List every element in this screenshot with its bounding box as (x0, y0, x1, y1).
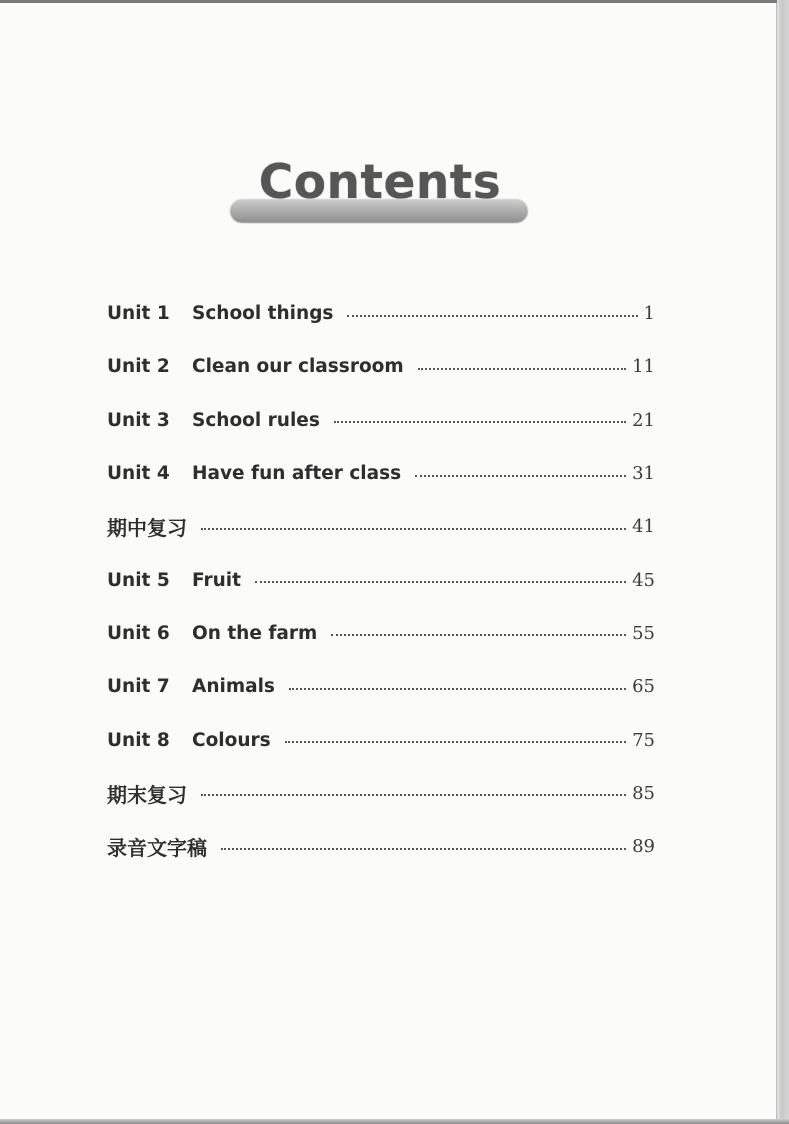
scan-right-edge (777, 0, 789, 1124)
toc-unit-label: Unit 7 (107, 676, 170, 698)
toc-page-number: 21 (632, 409, 655, 431)
toc-page-number: 55 (632, 622, 655, 644)
toc-entry-unit-6[interactable] (107, 607, 655, 660)
dot-leader (415, 475, 626, 477)
dot-leader (347, 315, 637, 317)
title-block (230, 153, 530, 233)
dot-leader (221, 848, 626, 850)
document-page (0, 3, 777, 1121)
toc-entry-title: Colours (192, 729, 271, 751)
toc-entry-unit-8[interactable] (107, 713, 655, 766)
toc-page-number: 89 (632, 836, 655, 858)
dot-leader (331, 634, 626, 636)
toc-entry-unit-2[interactable] (107, 340, 655, 393)
toc-entry-title: Animals (192, 676, 275, 698)
dot-leader (201, 528, 626, 530)
toc-entry-unit-4[interactable] (107, 447, 655, 500)
toc-entry-unit-3[interactable] (107, 394, 655, 447)
toc-page-number: 1 (643, 303, 655, 325)
toc-unit-label: Unit 6 (107, 622, 170, 644)
toc-page-number: 11 (632, 356, 655, 378)
toc-unit-label: Unit 8 (107, 729, 170, 751)
toc-page-number: 75 (632, 729, 655, 751)
toc-entry-title: 期末复习 (107, 782, 187, 807)
toc-entry-unit-5[interactable] (107, 553, 655, 606)
toc-entry-title: Fruit (192, 569, 241, 591)
toc-entry-title: School rules (192, 409, 320, 431)
toc-entry-final-review[interactable] (107, 767, 655, 820)
dot-leader (334, 421, 626, 423)
toc-entry-title: Have fun after class (192, 463, 402, 485)
toc-page-number: 65 (632, 676, 655, 698)
toc-unit-label: Unit 3 (107, 409, 170, 431)
toc-entry-title: Clean our classroom (192, 356, 404, 378)
toc-unit-label: Unit 2 (107, 356, 170, 378)
toc-page-number: 41 (632, 516, 655, 538)
toc-page-number: 45 (632, 569, 655, 591)
toc-entry-unit-1[interactable] (107, 287, 655, 340)
dot-leader (285, 741, 626, 743)
dot-leader (255, 581, 626, 583)
toc-unit-label: Unit 1 (107, 303, 170, 325)
toc-entry-title: On the farm (192, 622, 318, 644)
toc-unit-label: Unit 5 (107, 569, 170, 591)
toc-page-number: 85 (632, 782, 655, 804)
toc-entry-unit-7[interactable] (107, 660, 655, 713)
toc-entry-title: 期中复习 (107, 516, 187, 541)
table-of-contents (107, 287, 655, 873)
dot-leader (289, 688, 626, 690)
dot-leader (201, 794, 626, 796)
toc-entry-title: School things (192, 303, 334, 325)
toc-entry-transcripts[interactable] (107, 820, 655, 873)
toc-entry-title: 录音文字稿 (107, 836, 207, 861)
toc-page-number: 31 (632, 463, 655, 485)
page-title: Contents (258, 155, 502, 210)
dot-leader (418, 368, 626, 370)
scan-bottom-edge (0, 1119, 789, 1124)
toc-unit-label: Unit 4 (107, 463, 170, 485)
toc-entry-midterm-review[interactable] (107, 500, 655, 553)
